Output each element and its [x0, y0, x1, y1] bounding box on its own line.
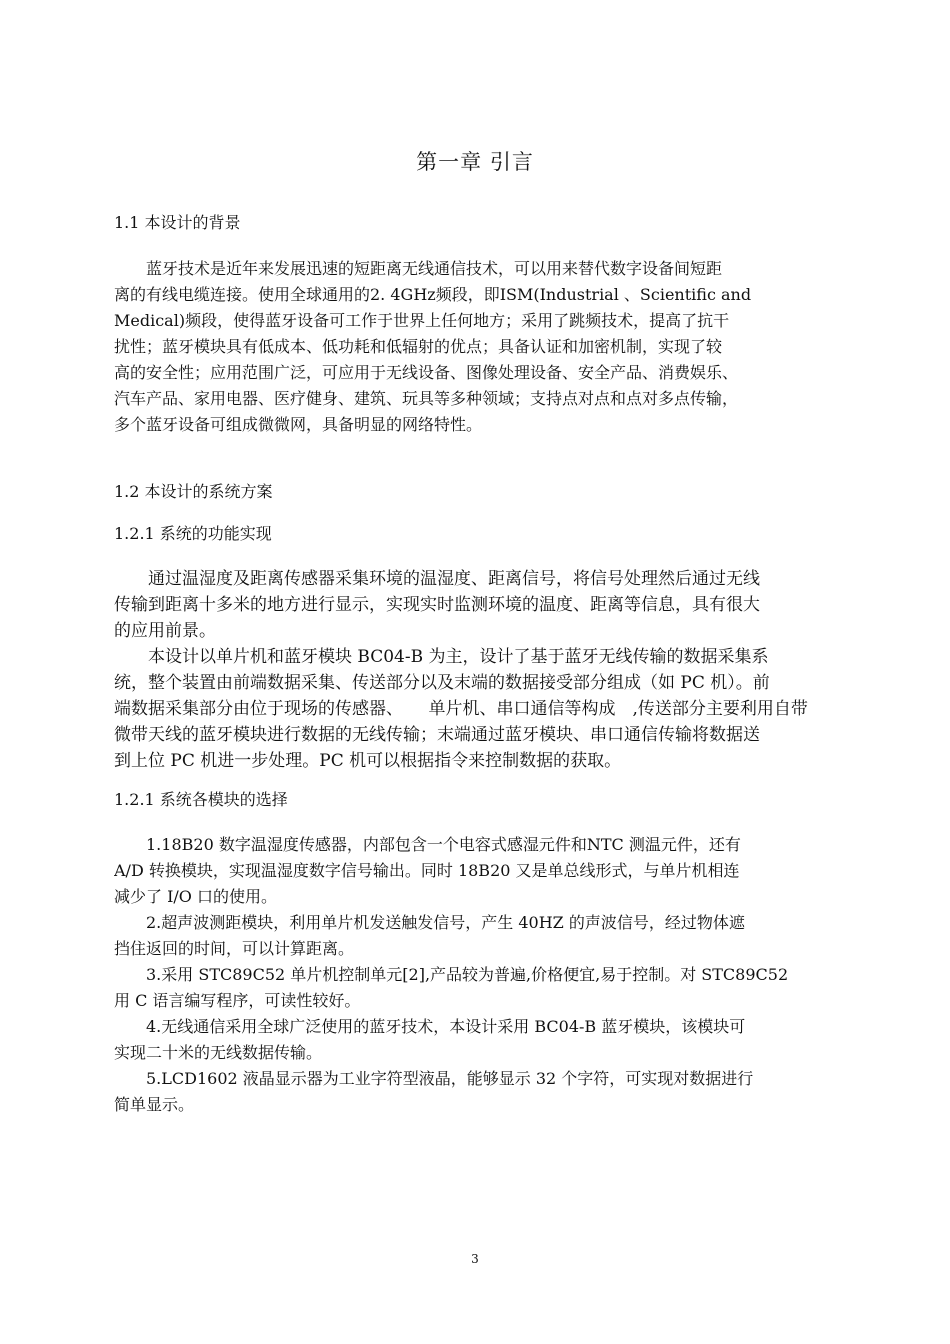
page-number: 3 [471, 1252, 479, 1266]
text-line: 2.超声波测距模块，利用单片机发送触发信号，产生 40HZ 的声波信号，经过物体遮 [114, 913, 745, 932]
text-line: 3.采用 STC89C52 单片机控制单元[2],产品较为普遍,价格便宜,易于控制。对 STC89C52 [114, 965, 789, 984]
text-line: 实现二十米的无线数据传输。 [114, 1043, 323, 1062]
paragraph-modules [114, 832, 836, 1118]
text-line: 5.LCD1602 液晶显示器为工业字符型液晶，能够显示 32 个字符，可实现对数据进行 [114, 1069, 754, 1088]
text-line: Medical)频段，使得蓝牙设备可工作于世界上任何地方；采用了跳频技术，提高了抗干 [114, 311, 730, 330]
section-heading-1-2-1-modules: 1.2.1 系统各模块的选择 [114, 790, 288, 809]
text-line: 蓝牙技术是近年来发展迅速的短距离无线通信技术，可以用来替代数字设备间短距 [114, 259, 723, 278]
section-heading-1-2-1-function: 1.2.1 系统的功能实现 [114, 524, 272, 543]
text-line: 端数据采集部分由位于现场的传感器、 单片机、串口通信等构成 ,传送部分主要利用自带 [114, 699, 808, 719]
text-line: 汽车产品、家用电器、医疗健身、建筑、玩具等多种领域；支持点对点和点对多点传输， [114, 389, 739, 408]
text-line: 本设计以单片机和蓝牙模块 BC04-B 为主，设计了基于蓝牙无线传输的数据采集系 [114, 647, 769, 667]
text-line: 统，整个装置由前端数据采集、传送部分以及末端的数据接受部分组成（如 PC 机）。前 [114, 673, 770, 693]
text-line: 高的安全性；应用范围广泛，可应用于无线设备、图像处理设备、安全产品、消费娱乐、 [114, 363, 739, 382]
paragraph-background [114, 256, 836, 438]
text-line: 微带天线的蓝牙模块进行数据的无线传输；末端通过蓝牙模块、串口通信传输将数据送 [114, 725, 760, 745]
section-heading-1-2: 1.2 本设计的系统方案 [114, 482, 273, 501]
text-line: 到上位 PC 机进一步处理。PC 机可以根据指令来控制数据的获取。 [114, 751, 622, 771]
text-line: 简单显示。 [114, 1095, 195, 1114]
text-line: 离的有线电缆连接。使用全球通用的2. 4GHz频段，即ISM(Industrial 、Scientific and [114, 285, 752, 304]
text-line: 的应用前景。 [114, 621, 216, 641]
text-line: 1.18B20 数字温湿度传感器，内部包含一个电容式感湿元件和NTC 测温元件，还有 [114, 835, 741, 854]
text-line: 扰性；蓝牙模块具有低成本、低功耗和低辐射的优点；具备认证和加密机制，实现了较 [114, 337, 723, 356]
text-line: 传输到距离十多米的地方进行显示，实现实时监测环境的温度、距离等信息，具有很大 [114, 595, 760, 615]
text-line: 4.无线通信采用全球广泛使用的蓝牙技术，本设计采用 BC04-B 蓝牙模块，该模块可 [114, 1017, 746, 1036]
text-line: A/D 转换模块，实现温湿度数字信号输出。同时 18B20 又是单总线形式，与单片机相连 [114, 861, 740, 880]
text-line: 用 C 语言编写程序，可读性较好。 [114, 991, 361, 1010]
paragraph-function [114, 566, 836, 774]
text-line: 通过温湿度及距离传感器采集环境的温湿度、距离信号，将信号处理然后通过无线 [114, 569, 760, 589]
text-line: 挡住返回的时间，可以计算距离。 [114, 939, 355, 958]
section-heading-1-1: 1.1 本设计的背景 [114, 213, 241, 232]
text-line: 减少了 I/O 口的使用。 [114, 887, 278, 906]
chapter-title: 第一章 引言 [416, 150, 534, 174]
text-line: 多个蓝牙设备可组成微微网，具备明显的网络特性。 [114, 415, 483, 434]
